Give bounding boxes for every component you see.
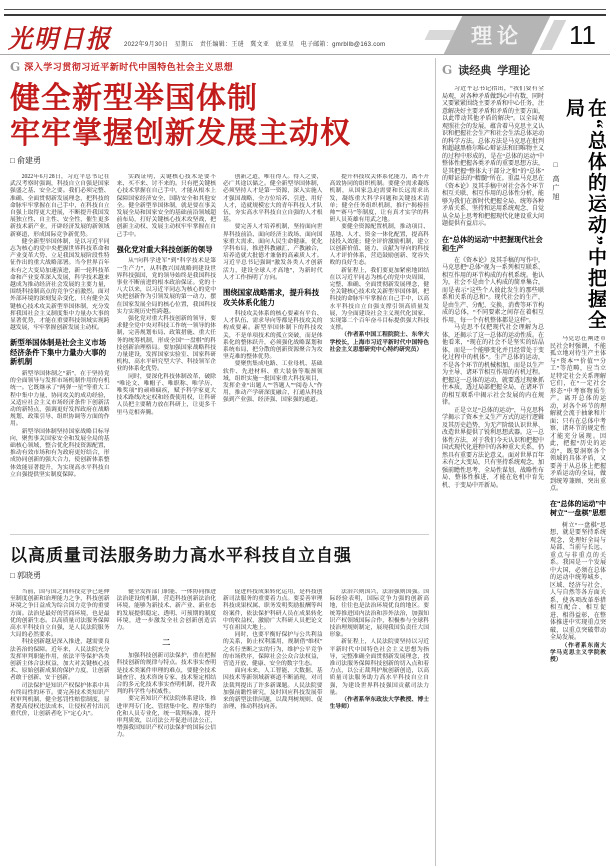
body-paragraph: 同时，也要平衡好保护与公共利益的关系，防止权利滥用，规制借“维权”之名行垄断之实的行为，维护公平竞争的市场秩序，保障社会公众合法权益，营造开放、健康、安全的数字生态。 — [223, 632, 323, 668]
body-paragraph: 树立“一盘棋”思想，就是要坚持系统观念，处理好全局与局部、当前与长远、重点与非重点的关系。我国是一个发展中大国，必须在总体的运动中统筹城乡、区域、经济与社会、人与自然等各方面关系，使各项改革举措相互配合、相互促进、相得益彰，在整体推进中实现重点突破，以重点突破带动全局发展。 — [550, 522, 606, 641]
kicker-label: 深入学习贯彻习近平新时代中国特色社会主义思想 — [24, 62, 234, 72]
body-paragraph: 习近平总书记指出，“我们要有全局观，对各种矛盾做到心中有数，同时又要紧紧围绕主要矛盾和中心任务，注意解决好主要矛盾和矛盾的主要方面，以此带动其他矛盾的解决”。以全局观观照社会的发展，蕴含着马克思主义认识和把握社会生产和社会生活总体运动的科学方法。总体方法是马克思在批判和超越黑格尔唯心辩证法和旧唯物主义的过程中形成的，是在“总体的运动”中整体性把握各类矛盾的重要思想方法，是其把握“整体大于部分之和”的“总体”的辩证法的“精髓”所在。重温马克思在《资本论》及其手稿中对社会各个环节相互关联、相互作用的总体性分析，能够为我们在新时代把握全局、统筹各种矛盾关系、坚持和运用系统观念、自觉从全局上思考和把握现代化建设重大问题提供有益启示。 — [442, 86, 544, 227]
author-note: （作者系华东政法大学教授、博士生导师） — [329, 697, 429, 711]
masthead — [8, 18, 602, 52]
body-paragraph: 科技创新越是深入推进，越需要良法善治的保障。近年来，人民法院充分发挥审判职能作用，依法平等保护各类创新主体合法权益，加大对关键核心技术、原始创新成果的保护力度，让创新者敢于创新、安于创新。 — [10, 639, 110, 682]
rail-kicker — [442, 62, 606, 78]
body-paragraph: 提升科技攻关体系化能力，离不开高效协同的组织机制。要健全需求凝练机制，从国家急迫需要和长远需求出发，凝练重大科学问题和关键技术清单；健全任务组织机制，推行“揭榜挂帅”“赛马”等制度，让有真才实学的科研人员英雄有用武之地。 — [329, 174, 429, 224]
page-number: 11 — [569, 19, 596, 50]
section-banner — [453, 16, 600, 54]
body-paragraph: 新征程上，我们要更加紧密地团结在以习近平同志为核心的党中央周围，完整、准确、全面贯彻新发展理念，健全关键核心技术攻关新型举国体制，把科技的命脉牢牢掌握在自己手中，以高水平科技自立自强支撑引领高质量发展，为全面建设社会主义现代化国家、实现第二个百年奋斗目标提供强大科技支撑。 — [329, 267, 429, 332]
body-paragraph: 新型举国体制坚持国家战略目标导向，聚焦事关国家安全和发展全局的基础核心领域，整合优化科技资源配置，推动有效市场和有为政府更好结合，形成协同创新的强大合力，使创新体系整体效能显著提升，为实现高水平科技自立自强提供坚实制度保障。 — [10, 428, 110, 478]
body-paragraph: 科技攻关体系的核心要素有平台、人才队伍、需求导向等都是科技攻关的构成要素。新型举国体制下的科技攻关，不是单项技术的孤立突破，而是体系化的整体跃升，必须强化战略谋划和系统布局，把分散的创新资源聚合为攻坚克难的整体优势。 — [223, 311, 323, 361]
rail-vertical-headline: 在“总体的运动”中把握全局 — [563, 98, 606, 331]
body-paragraph: 司法保护是知识产权保护体系中具有终局性的环节。要完善技术类知识产权审判机制，健全惩罚性赔偿制度，显著提高侵权违法成本，让侵权者付出沉重代价，让创新者吃下“定心丸”。 — [10, 682, 110, 718]
sub-headline: 在“总体的运动”中把握现代社会和生产 — [442, 234, 543, 253]
rail-kicker-label-2: 学理论 — [497, 65, 531, 77]
body-column — [330, 174, 430, 526]
sub-headline: 在“总体的运动”中树立“一盘棋”思想 — [550, 500, 606, 517]
rail-left-column — [442, 86, 544, 858]
article-divider-rule — [10, 534, 429, 535]
second-article-byline: □ 郭晓勇 — [10, 571, 42, 580]
page-content — [10, 58, 604, 866]
body-paragraph: 面向未来，人工智能、大数据、基因技术等新领域新赛道不断涌现，对司法裁判提出了许多新课题。人民法院要加强前瞻性研究，及时回应科技发展带来的新型法律问题，以裁判树规则、促治理，推动科技向善。 — [223, 668, 323, 711]
top-double-rule — [4, 9, 606, 16]
author-note: （作者系中国工程院院士、东华大学校长，上海市习近平新时代中国特色社会主义思想研究中心特约研究员） — [329, 332, 429, 353]
second-headline: 以高质量司法服务助力高水平科技自立自强 — [10, 546, 352, 565]
rail-right-text — [550, 336, 606, 852]
body-paragraph: 法治兴则国兴，法治强则国强。国际经验表明，国际竞争力强的创新高地，往往也是法治环境优良的地区。要统筹推进国内法治和涉外法治，加强知识产权领域国际合作，积极参与全球科技治理规则制定，展现我国负责任大国形象。 — [329, 589, 429, 639]
section-divider: 二 — [162, 638, 171, 648]
body-paragraph: 要完善知识产权法院体系建设，推进审判专门化、管辖集中化、程序集约化和人员专业化，统一裁判标准，提升审判质效，以司法公开促进司法公正，增强我国知识产权司法保护的国际公信力。 — [116, 696, 216, 739]
body-column — [10, 589, 110, 866]
second-article — [10, 541, 429, 866]
sub-headline: 围绕国家战略需求，提升科技攻关体系化能力 — [223, 288, 320, 307]
body-paragraph: 新征程上，人民法院要坚持以习近平新时代中国特色社会主义思想为指导，完整准确全面贯彻新发展理念，找准司法服务保障科技创新的切入点和着力点，以公正裁判护航创新创造，以高质量司法服务助力高水平科技自立自强，为建设世界科技强国贡献司法力量。 — [329, 639, 429, 696]
body-paragraph: 要健全资源配置机制，推动项目、基地、人才、资金一体化配置，提高科技投入效能；健全评价激励机制，建立以创新价值、能力、贡献为导向的科技人才评价体系，营造鼓励创新、宽容失败的良好生态。 — [329, 224, 429, 267]
author-note: （作者系东南大学马克思主义学院教授） — [550, 642, 606, 663]
body-column — [330, 589, 430, 866]
body-paragraph: 强化党对重大科技创新的领导，要求健全党中央对科技工作统一领导的体制，完善规划布局、政策措施、重大任务的统筹机制，形成全国“一盘棋”的科技创新治理格局。要加强国家战略科技力量建设，发挥国家实验室、国家科研机构、高水平研究型大学、科技领军企业的体系化优势。 — [116, 315, 216, 373]
rail-body — [442, 86, 606, 858]
body-column — [117, 174, 217, 526]
body-paragraph: 实践证明，关键核心技术是要不来、买不来、讨不来的。只有把关键核心技术掌握在自己手中，才能从根本上保障国家经济安全、国防安全和其他安全。健全新型举国体制，就是要在事关发展全局和国家安全的基础前沿领域超前布局，打好关键核心技术攻坚战，把创新主动权、发展主动权牢牢掌握在自己手中。 — [116, 174, 216, 238]
headline-line1: 健全新型举国体制 — [10, 82, 258, 115]
body-paragraph: 马克思不仅把现代社会理解为总体，还揭示了这一总体的运动性质。在他看来，“现在的社会不是坚实的结晶体，而是一个能够变化并且经常处于变化过程中的机体”。生产总体的运动，不是各个环节的机械相加，而是以生产为主导、诸环节相互作用的有机过程。把握这一总体的运动，就要透过现象抓住本质，透过局部把握全局，在诸环节的相互联系中揭示社会发展的内在规律。 — [442, 325, 544, 406]
body-column — [117, 589, 217, 866]
body-paragraph: 要完善人才培养机制，坚持面向世界科技前沿、面向经济主战场、面向国家重大需求、面向人民生命健康，优化学科布局，推进科教融汇、产教融合，培养造就大批德才兼备的高素质人才。习近平总书记强调“激发各类人才创新活力，建设全球人才高地”，为新时代人才工作指明了方向。 — [223, 224, 323, 281]
body-paragraph: 当前，国与国之间科技竞争已延伸至制度创新和治理能力之争，科技创新环境之争日益成为综合国力竞争的重要方面。法治是最好的营商环境，也是最优的创新生态。以高质量司法服务保障高水平科技自立自强，是人民法院服务大局的必然要求。 — [10, 589, 110, 639]
rail-kicker-label-1: 读经典 — [458, 65, 492, 77]
body-column — [223, 589, 323, 866]
body-paragraph: 同时，要深化科技体制改革，破除“唯论文、唯帽子、唯职称、唯学历、唯奖项”的顽瘴痼疾，赋予科学家更大技术路线决定权和经费使用权，让科研人员把主要精力放在科研上，让更多千里马竞相奔腾。 — [116, 373, 216, 416]
vertical-title-block — [550, 86, 606, 336]
body-paragraph: 要聚焦集成电路、工业母机、基础软件、先进材料、重大装备等瓶颈领域，组织实施一批国家重大科技项目，发挥企业“出题人”“答题人”“阅卷人”作用，推动产学研深度融合，打通从科技强到产业强、经济强、国家强的通道。 — [223, 361, 323, 404]
main-article-columns — [10, 174, 429, 526]
body-paragraph: 正是立足“总体的运动”，马克思科学揭示了资本主义生产方式的运行逻辑及其历史趋势，为无产阶级认识世界、改造世界提供了锐利思想武器。这一总体性方法，对于我们今天认识和把握中国式现代化进程中的各种重大关系，仍然具有重要方法论意义。面对世界百年未有之大变局，只有坚持系统观念，加强前瞻性思考、全局性谋划、战略性布局、整体性推进，才能在危机中育先机、于变局中开新局。 — [442, 407, 544, 489]
body-paragraph: 2022年6月28日，习近平总书记在武汉考察时强调，科技自立自强是国家强盛之基、安全之要。我们必须完整、准确、全面贯彻新发展理念，把科技的命脉牢牢掌握在自己手中，在科技自立自强上取得更大进展，不断提升我国发展独立性、自主性、安全性，催生更多新技术新产业，开辟经济发展的新领域新赛道，形成国际竞争新优势。 — [10, 174, 110, 238]
rail-article-byline: □ 高广旭 — [552, 162, 559, 202]
body-paragraph: 创新之道，唯在得人。得人之要，必广其途以储之。健全新型举国体制，必须坚持人才是第一资源，深入实施人才强国战略，全方位培养、引进、用好人才，造就规模宏大的青年科技人才队伍，夯实高水平科技自立自强的人才根基。 — [223, 174, 323, 224]
body-paragraph: 新型举国体制之“新”，在于坚持党的全面领导与发挥市场机制作用的有机统一。它既继承了“两弹一星”等重大工程中集中力量、协同攻关的成功经验，又适应社会主义市场经济条件下创新活动的新特点，强调更好发挥政府在战略规划、政策引导、组织协调等方面的作用。 — [10, 370, 110, 428]
right-rail — [435, 58, 606, 866]
body-paragraph: 促进科技成果转化运用，是科技创新司法服务的重要着力点。要妥善审理科技成果权属、职务发明奖励报酬等纠纷案件，依法保护科研人员在成果转化中的收益权，激励广大科研人员把论文写在祖国大地上。 — [223, 589, 323, 632]
section-label: 理论 — [471, 24, 523, 48]
guangming-g-icon: G — [442, 63, 453, 77]
series-kicker — [10, 60, 429, 73]
body-paragraph: 从“向科学进军”到“科学技术是第一生产力”，从科教兴国战略到建设世界科技强国，党的领导始终是我国科技事业不断前进的根本政治保证。党的十八大以来，以习近平同志为核心的党中央把创新作为引领发展的第一动力，摆在国家发展全局的核心位置，我国科技实力实现历史性跨越。 — [116, 258, 216, 315]
sub-headline: 强化党对重大科技创新的领导 — [116, 244, 213, 254]
main-headline — [10, 81, 429, 151]
body-paragraph: 健全发挥部门职能、一体协同推进法治建设的机制，营造科技创新法治化环境，能够为新技术、新产业、新业态的发展提供稳定、透明、可预期的制度环境，进一步激发全社会创新创造活力。 — [116, 589, 216, 632]
body-column — [223, 174, 323, 526]
dateline: 2022年9月30日 星期五 责任编辑：王琎 冀文亚 底亚星 电子邮箱：gmrbllb@163.com — [124, 42, 386, 48]
second-article-columns — [10, 589, 429, 866]
masthead-rule — [0, 54, 610, 55]
rail-right-column — [550, 86, 606, 858]
main-article — [10, 60, 429, 526]
headline-line2: 牢牢掌握创新发展主动权 — [10, 117, 351, 150]
main-area — [10, 58, 429, 866]
sub-headline: 新型举国体制是社会主义市场经济条件下集中力量办大事的新机制 — [10, 338, 107, 367]
body-paragraph: 加强科技创新司法保护，重在把握科技创新的规律与特点。技术事实查明是技术类案件审理的难点，要健全技术调查官、技术咨询专家、技术鉴定相结合的多元化技术事实查明机制，提升裁判的科学性与权威性。 — [116, 653, 216, 696]
section-parallelogram — [444, 16, 551, 54]
body-paragraph: 马克思在阐述市民社会时强调，不能孤立地对待生产主体与“资本”“价值”“分工”等范畴，应当立足特定社会关系理解它们，在“一定社会形态”中考察物质生产。离开总体的运动，对各个环节的理解就会流于抽象和片面；只有在总体中考察，诸环节的规定性才能充分展现。因此，把握“历史的运动”，既要洞察各个领域的具体矛盾，又要善于从总体上把握矛盾运动的全局，做到统筹兼顾、突出重点。 — [550, 336, 606, 492]
body-column — [10, 174, 110, 526]
guangming-g-icon: G — [10, 59, 21, 74]
body-paragraph: 在《资本论》及其手稿的写作中，马克思把“总体”视为一系列相互联系、相互作用的环节构成的有机系统。他认为，社会不是由个人构成的简单集合，而是表示“这些个人彼此发生的那些联系和关系的总和”。现代社会的生产，是由生产、分配、交换、消费等环节构成的总体，“不同要素之间存在着相互作用，每一个有机整体都是这样”。 — [442, 257, 544, 324]
main-article-byline: □ 俞建勇 — [10, 156, 42, 165]
body-paragraph: 健全新型举国体制，是以习近平同志为核心的党中央把握世界科技革命和产业变革大势、立足我国发展阶段性特征作出的重大战略部署。当今世界百年未有之大变局加速演进，新一轮科技革命和产业变革深入发展，科学技术越来越成为推动经济社会发展的主要力量，围绕科技制高点的竞争空前激烈。面对外部环境的深刻复杂变化，只有健全关键核心技术攻关新型举国体制，充分发挥我国社会主义制度集中力量办大事的显著优势，才能在重要科技领域实现跨越发展，牢牢掌握创新发展主动权。 — [10, 238, 110, 332]
paper-logo: 光明日报 — [8, 23, 112, 54]
